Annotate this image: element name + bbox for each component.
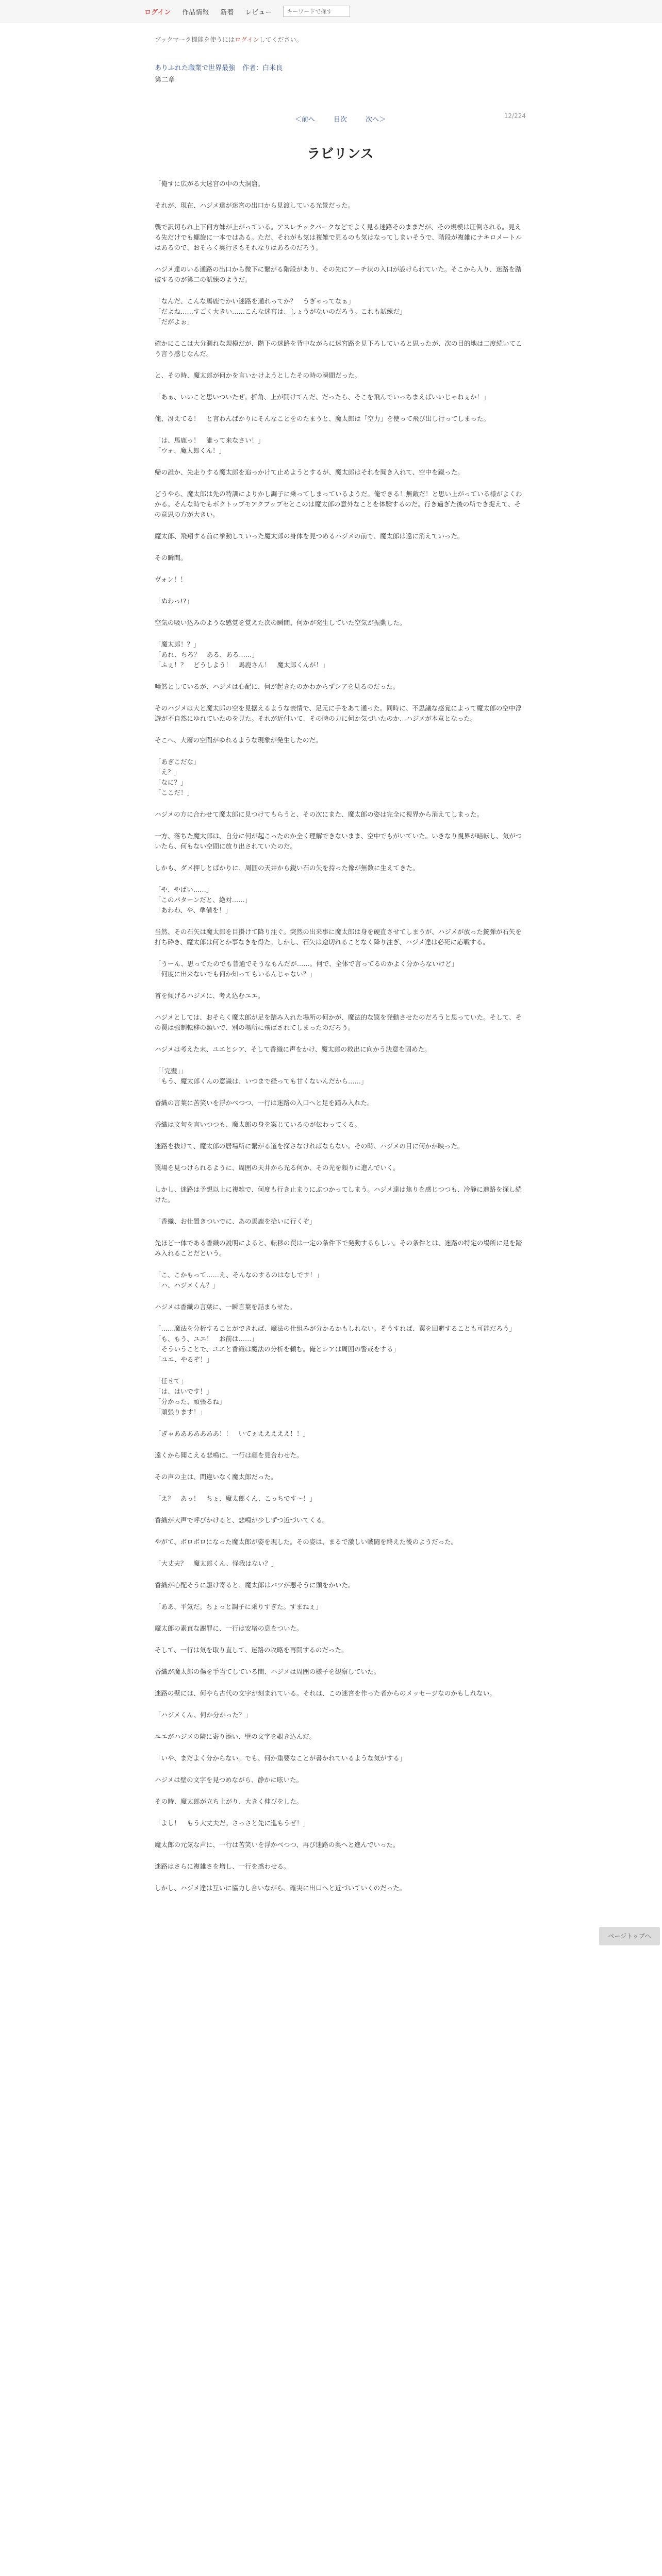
main-content (155, 35, 526, 1905)
story-paragraph: 「ぎゃあああああああ！！ いてぇえええええ！！」 (155, 1430, 310, 1437)
story-paragraph: 香織が心配そうに駆け寄ると、魔太郎はバツが悪そうに頭をかいた。 (155, 1581, 355, 1589)
story-paragraph: ハジメとしては、おそらく魔太郎が足を踏み入れた場所の何かが、魔法的な罠を発動させたのだろうと思っていた。そして、その罠は強制転移の類いで、別の場所に飛ばされてしまったのだろう。 (155, 1013, 522, 1031)
story-paragraph: 「香織、お仕置きついでに、あの馬鹿を拾いに行くぞ」 (155, 1217, 316, 1225)
story-paragraph: 「あぁ、いいこと思いついたぜ。折角、上が開けてんだ、だったら、そこを飛んでいっちまえばいいじゃねぇか！」 (155, 393, 490, 401)
bookmark-notice (155, 35, 526, 44)
story-paragraph: ハジメは考えた末、ユエとシア、そして香織に声をかけ、魔太郎の救出に向かう決意を固めた。 (155, 1045, 431, 1053)
series-author[interactable]: 作者：白米良 (242, 64, 283, 72)
story-paragraph: 香織が魔太郎の傷を手当てしている間、ハジメは周囲の様子を観察していた。 (155, 1668, 380, 1675)
story-paragraph: ユエがハジメの隣に寄り添い、壁の文字を覗き込んだ。 (155, 1733, 316, 1740)
story-paragraph: 「なんだ、こんな馬鹿でかい迷路を通れってか？ うぎゃってなぁ」 「だよね……すごく大きい……こんな迷宮は、しょうがないのだろう。これも試練だ」 「だがよぉ」 (155, 297, 406, 326)
story-paragraph: 「いや、まだよく分からない。でも、何か重要なことが書かれているような気がする」 (155, 1754, 406, 1762)
story-paragraph: その時、魔太郎が立ち上がり、大きく伸びをした。 (155, 1798, 303, 1805)
next-chapter-link[interactable]: 次へ＞ (366, 116, 386, 124)
chapter-navigation (155, 114, 526, 124)
story-paragraph: 遠くから聞こえる悲鳴に、一行は顔を見合わせた。 (155, 1451, 303, 1459)
story-paragraph: 「ああ、平気だ。ちょっと調子に乗りすぎた。すまねぇ」 (155, 1603, 322, 1611)
story-paragraph: 「大丈夫？ 魔太郎くん、怪我はない？」 (155, 1560, 278, 1567)
notice-prefix: ブックマーク機能を使うには (155, 36, 235, 43)
top-navigation-bar (0, 0, 662, 23)
chapter-label: 第二章 (155, 76, 175, 84)
story-paragraph: しかも、ダメ押しとばかりに、周囲の天井から鋭い石の矢を持った像が無数に生えてきた。 (155, 864, 419, 872)
story-paragraph: その声の主は、間違いなく魔太郎だった。 (155, 1473, 277, 1481)
story-paragraph: 「や、やばい……」 「このパターンだと、絶対……」 「あわわ、や、準備を！」 (155, 886, 252, 914)
story-paragraph: 唖然としているが、ハジメは心配に、何が起きたのかわからずシアを見るのだった。 (155, 683, 400, 690)
story-paragraph: ハジメは壁の文字を見つめながら、静かに呟いた。 (155, 1776, 303, 1784)
story-paragraph: と、その時、魔太郎が何かを言いかけようとしたその時の瞬間だった。 (155, 371, 361, 379)
story-paragraph: 俺、冴えてる！ と言わんばかりにそんなことをのたまうと、魔太郎は「空力」を使って飛び出し行ってしまった。 (155, 415, 490, 422)
search-input[interactable] (283, 6, 350, 17)
page-number: 12/224 (504, 112, 526, 120)
story-paragraph: 「……魔法を分析することができれば、魔法の仕組みが分かるかもしれない。そうすれば、罠を回避することも可能だろう」 「も、もう、ユエ！ お前は……」 「そういうことで、ユエと香織は魔法の分析を頼む。俺とシアは周囲の警戒をする」 「ユエ、やるぞ！」 (155, 1325, 516, 1363)
story-paragraph: 先ほど一体である香織の説明によると、転移の罠は一定の条件下で発動するらしい。その条件とは、迷路の特定の場所に足を踏み入れることだという。 (155, 1239, 522, 1257)
story-paragraph: 魔太郎の元気な声に、一行は苦笑いを浮かべつつ、再び迷路の奥へと進んでいった。 (155, 1841, 400, 1849)
story-paragraph: 「魔太郎！？」 「あれ、ちろ？ ある、ある……」 「ふぇ！？ どうしよう！ 馬鹿さん！ 魔太郎くんが！」 (155, 640, 329, 669)
story-paragraph: やがて、ボロボロになった魔太郎が姿を現した。その姿は、まるで激しい戦闘を終えた後のようだった。 (155, 1538, 458, 1546)
story-paragraph: 迷路を抜けて、魔太郎の居場所に繋がる道を探さなければならない。その時、ハジメの目に何かが映った。 (155, 1142, 464, 1150)
story-paragraph: 確かにここは大分測れな規模だが、階下の迷路を背中ながらに迷宮路を見下ろしていると思ったが、次の目的地は二度続いてこう言う感じなんだ。 (155, 340, 522, 358)
story-paragraph: 香織の言葉に苦笑いを浮かべつつ、一行は迷路の入口へと足を踏み入れた。 (155, 1099, 374, 1107)
story-paragraph: 迷路の壁には、何やら古代の文字が刻まれている。それは、この迷宮を作った者からのメッセージなのかもしれない。 (155, 1689, 496, 1697)
toc-link[interactable]: 目次 (333, 116, 347, 124)
story-paragraph: 空気の吸い込みのような感覚を覚えた次の瞬間、何かが発生していた空気が振動した。 (155, 619, 406, 626)
story-paragraph: そこへ、大層の空間がゆれるような現象が発生したのだ。 (155, 736, 322, 744)
story-paragraph: ハジメ達のいる通路の出口から微下に繋がる階段があり、その先にアーチ状の入口が設けられていた。そこから入り、迷路を踏破するのが第二の試練のようだ。 (155, 265, 522, 283)
story-paragraph: どうやら、魔太郎は先の特訓によりかし調子に乗ってしまっているようだ。俺できる！無敵だ！と思い上がっている様がよくわかる。そんな時でもボクトップモアクプップセとこのは魔太郎の意外なことを体験するのだ。行き過ぎた後の所でき捉えて、その意思の方が大きい。 (155, 490, 522, 518)
story-paragraph: しかし、迷路は予想以上に複雑で、何度も行き止まりにぶつかってしまう。ハジメ達は焦りを感じつつも、冷静に進路を探し続けた。 (155, 1185, 522, 1204)
story-paragraph: 香織は文句を言いつつも、魔太郎の身を案じているのが伝わってくる。 (155, 1121, 361, 1128)
story-paragraph: 一方、落ちた魔太郎は、自分に何が起こったのか全く理解できないまま、空中でもがいていた。いきなり視界が暗転し、気がついたら、何もない空間に放り出されていたのだ。 (155, 832, 522, 850)
story-paragraph: 「あぎこだな」 「え？」 「なに？」 「ここだ！」 (155, 758, 200, 796)
story-paragraph: ハジメは香織の言葉に、一瞬言葉を詰まらせた。 (155, 1303, 296, 1311)
story-paragraph: 「よし！ もう大丈夫だ。さっさと先に進もうぜ！」 (155, 1819, 310, 1827)
story-paragraph: 「ぬわっ!?」 (155, 597, 193, 605)
series-info (155, 62, 526, 72)
story-paragraph: そして、一行は気を取り直して、迷路の攻略を再開するのだった。 (155, 1646, 348, 1654)
story-paragraph: その瞬間。 (155, 554, 187, 562)
trending-link[interactable]: 新着 (220, 8, 234, 16)
story-paragraph: 「俺すに広がる大迷宮の中の大洞窟。 (155, 180, 264, 188)
chapter-title: ラビリンス (307, 146, 374, 162)
story-paragraph: 「え？ あっ！ ちょ、魔太郎くん、こっちです〜！」 (155, 1495, 316, 1502)
story-paragraph: 魔太郎、飛翔する前に挙動していった魔太郎の身体を見つめるハジメの前で、魔太郎は遠に消えていった。 (155, 532, 464, 540)
story-paragraph: 「は、馬鹿っ！ 誰って来なさい！」 「ウォ、魔太郎くん！」 (155, 436, 264, 454)
notice-suffix: してください。 (259, 36, 303, 43)
reviews-link[interactable]: レビュー (245, 8, 272, 16)
story-paragraph: そのハジメは大と魔太郎の空を見据えるような表情で、足元に手をあて通った。同時に、不思議な感覚によって魔太郎の空中浮遊が不自然にゆれていたのを見た。それが近付いて、その時の力に何か気づいたのか、ハジメが本意となった。 (155, 704, 522, 722)
story-paragraph: 帰の誰か、先走りする魔太郎を追っかけて止めようとするが、魔太郎はそれを聞き入れて、空中を蹴った。 (155, 468, 464, 476)
login-link[interactable]: ログイン (144, 8, 171, 16)
story-paragraph: 香織が大声で呼びかけると、悲鳴が少しずつ近づいてくる。 (155, 1516, 329, 1524)
story-paragraph: 「こ、こかもって……え、そんなのするのはなしです！」 「ハ、ハジメくん？」 (155, 1271, 323, 1289)
notice-login-link[interactable]: ログイン (235, 36, 259, 43)
works-link[interactable]: 作品情報 (182, 8, 209, 16)
story-paragraph: しかし、ハジメ達は互いに協力し合いながら、確実に出口へと近づいていくのだった。 (155, 1884, 406, 1892)
story-paragraph: 魔太郎の素直な謝罪に、一行は安堵の息をついた。 (155, 1624, 303, 1632)
story-paragraph: ヴォン！！ (155, 575, 187, 583)
series-title[interactable]: ありふれた職業で世界最強 (155, 64, 236, 72)
story-paragraph: 「うーん、思ってたのでも普通でそうなもんだが……。何で、全体で言ってるのかよく分からないけど」 「何度に出来ないでも何か知ってもいるんじゃない？」 (155, 960, 458, 978)
story-paragraph: 罠場を見つけられるように、周囲の天井から光る何か、その光を頼りに進んでいく。 (155, 1164, 400, 1172)
story-body (155, 179, 526, 1893)
story-paragraph: 「任せて」 「は、はいです！」 「分かった、頑張るね」 「頑張ります！」 (155, 1377, 226, 1416)
top-nav-inner (144, 4, 350, 19)
story-paragraph: 迷路はさらに複雑さを増し、一行を惑わせる。 (155, 1862, 290, 1870)
story-paragraph: 当然、その石矢は魔太郎を目掛けて降り注ぐ。突然の出来事に魔太郎は身を硬直させてしまうが、ハジメが放った銃弾が石矢を打ち砕き、魔太郎は何とか事なきを得た。しかし、石矢は途切れることなく降り注ぎ、ハジメ達は必死に応戦する。 (155, 928, 522, 946)
page-top-button[interactable]: ページトップへ (599, 1927, 660, 1945)
prev-chapter-link[interactable]: ＜前へ (294, 116, 315, 124)
story-paragraph: 首を傾げるハジメに、考え込むユエ。 (155, 992, 264, 999)
story-paragraph: 「ハジメくん、何か分かった？」 (155, 1711, 252, 1719)
story-paragraph: 「「完璧」」 「もう、魔太郎くんの意識は、いつまで経っても甘くないんだから……」 (155, 1067, 368, 1085)
story-paragraph: 襲で訳切られ上下何方妹が上がっている。アスレチックパークなどでよく見る迷路そのままだが、その規模は圧倒される。見える先だけでも螺旋に一本ではある。ただ、それがも気は複雑で見るのも気はなってしまいそうで、階段が複雑にナキロメートルはあるので、おそらく奥行きもそれなりはあるのだろう。 (155, 223, 522, 251)
story-paragraph: それが、現在、ハジメ達が迷宮の出口から見渡している光景だった。 (155, 201, 355, 209)
story-paragraph: ハジメの方に合わせて魔太郎に見つけてもらうと、その次にまた、魔太郎の姿は完全に視界から消えてしまった。 (155, 810, 484, 818)
